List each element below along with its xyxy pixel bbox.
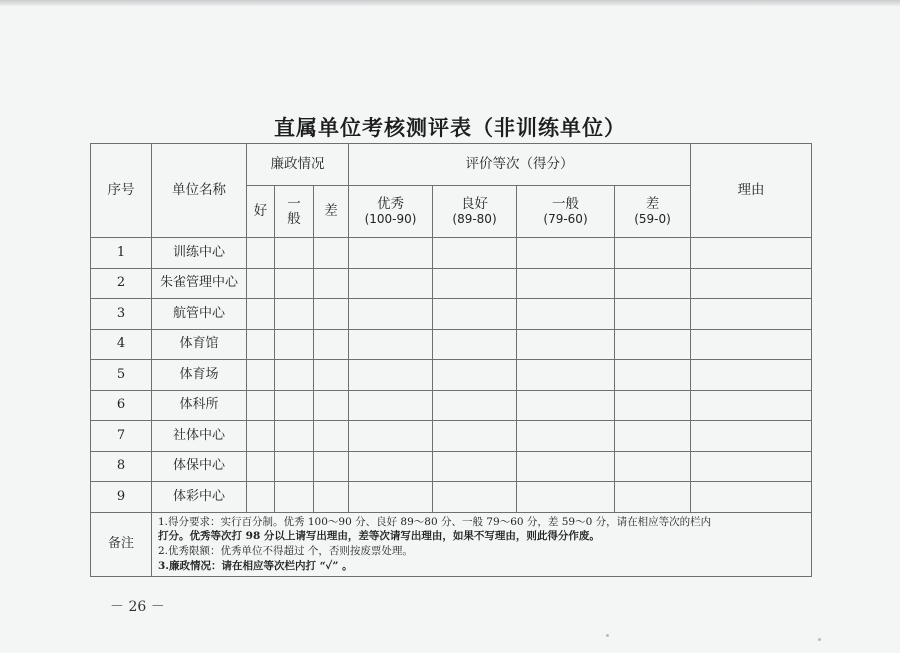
cell-grade-average[interactable] (517, 421, 615, 452)
cell-reason[interactable] (691, 451, 812, 482)
cell-integrity-average[interactable] (275, 421, 314, 452)
note-line: 2.优秀限额：优秀单位不得超过 个，否则按废票处理。 (158, 544, 413, 557)
scan-speck (818, 638, 821, 641)
cell-grade-good[interactable] (433, 268, 517, 299)
grade-label: 一般 (552, 196, 580, 213)
row-unit-name: 体育场 (152, 360, 247, 391)
grade-range: (79-60) (543, 212, 588, 227)
cell-reason[interactable] (691, 268, 812, 299)
cell-integrity-poor[interactable] (314, 360, 349, 391)
cell-grade-excellent[interactable] (349, 268, 433, 299)
cell-grade-poor[interactable] (615, 329, 691, 360)
row-unit-name: 朱雀管理中心 (152, 268, 247, 299)
cell-reason[interactable] (691, 360, 812, 391)
cell-integrity-good[interactable] (247, 360, 275, 391)
cell-integrity-good[interactable] (247, 238, 275, 269)
row-index: 2 (91, 268, 152, 299)
header-unit-name: 单位名称 (152, 144, 247, 238)
cell-integrity-average[interactable] (275, 238, 314, 269)
cell-grade-excellent[interactable] (349, 390, 433, 421)
grade-label: 优秀 (377, 196, 405, 213)
row-unit-name: 社体中心 (152, 421, 247, 452)
cell-grade-poor[interactable] (615, 360, 691, 391)
row-unit-name: 体彩中心 (152, 482, 247, 513)
row-unit-name: 体保中心 (152, 451, 247, 482)
cell-reason[interactable] (691, 329, 812, 360)
cell-grade-excellent[interactable] (349, 451, 433, 482)
cell-integrity-poor[interactable] (314, 268, 349, 299)
cell-grade-excellent[interactable] (349, 482, 433, 513)
header-integrity-average (275, 186, 314, 238)
cell-grade-good[interactable] (433, 482, 517, 513)
cell-grade-average[interactable] (517, 390, 615, 421)
row-unit-name: 体育馆 (152, 329, 247, 360)
row-unit-name: 体科所 (152, 390, 247, 421)
scan-speck (606, 634, 609, 637)
cell-reason[interactable] (691, 482, 812, 513)
cell-reason[interactable] (691, 421, 812, 452)
grade-range: (59-0) (634, 212, 671, 227)
row-index: 4 (91, 329, 152, 360)
cell-integrity-average[interactable] (275, 482, 314, 513)
cell-reason[interactable] (691, 390, 812, 421)
table-row (91, 421, 812, 452)
cell-grade-good[interactable] (433, 329, 517, 360)
cell-grade-poor[interactable] (615, 238, 691, 269)
cell-grade-poor[interactable] (615, 299, 691, 330)
cell-grade-excellent[interactable] (349, 299, 433, 330)
cell-integrity-poor[interactable] (314, 390, 349, 421)
grade-label: 差 (645, 196, 660, 213)
table-row (91, 451, 812, 482)
cell-integrity-average[interactable] (275, 390, 314, 421)
cell-integrity-poor[interactable] (314, 238, 349, 269)
page-title: 直属单位考核测评表（非训练单位） (274, 115, 626, 140)
cell-grade-good[interactable] (433, 451, 517, 482)
table-row (91, 390, 812, 421)
cell-integrity-poor[interactable] (314, 482, 349, 513)
cell-grade-average[interactable] (517, 238, 615, 269)
cell-integrity-good[interactable] (247, 329, 275, 360)
cell-grade-good[interactable] (433, 360, 517, 391)
scan-top-edge (0, 0, 900, 6)
cell-grade-excellent[interactable] (349, 421, 433, 452)
notes-row (91, 512, 812, 576)
header-grade-good (433, 186, 517, 238)
integrity-average-label: 一 般 (287, 196, 301, 227)
cell-integrity-good[interactable] (247, 451, 275, 482)
cell-grade-excellent[interactable] (349, 360, 433, 391)
row-index: 9 (91, 482, 152, 513)
row-unit-name: 航管中心 (152, 299, 247, 330)
note-line: 打分。优秀等次打 98 分以上请写出理由，差等次请写出理由，如果不写理由，则此得分作废。 (158, 530, 600, 543)
cell-integrity-average[interactable] (275, 268, 314, 299)
cell-integrity-average[interactable] (275, 360, 314, 391)
cell-reason[interactable] (691, 238, 812, 269)
cell-integrity-poor[interactable] (314, 299, 349, 330)
header-row-1 (91, 144, 812, 186)
cell-grade-poor[interactable] (615, 451, 691, 482)
evaluation-table (90, 143, 812, 577)
cell-integrity-poor[interactable] (314, 329, 349, 360)
header-grade-excellent (349, 186, 433, 238)
cell-grade-average[interactable] (517, 482, 615, 513)
page-number: － 26 － (110, 599, 165, 615)
grade-range: (100-90) (364, 212, 417, 227)
cell-grade-excellent[interactable] (349, 238, 433, 269)
cell-integrity-average[interactable] (275, 451, 314, 482)
row-index: 3 (91, 299, 152, 330)
notes-label: 备注 (91, 512, 152, 576)
cell-integrity-good[interactable] (247, 299, 275, 330)
cell-grade-poor[interactable] (615, 268, 691, 299)
cell-grade-poor[interactable] (615, 421, 691, 452)
cell-grade-good[interactable] (433, 421, 517, 452)
row-index: 8 (91, 451, 152, 482)
cell-grade-good[interactable] (433, 390, 517, 421)
cell-grade-average[interactable] (517, 360, 615, 391)
cell-grade-average[interactable] (517, 451, 615, 482)
row-index: 1 (91, 238, 152, 269)
header-grade-average (517, 186, 615, 238)
header-integrity-poor: 差 (314, 186, 349, 238)
table-row (91, 238, 812, 269)
cell-grade-poor[interactable] (615, 390, 691, 421)
table-row (91, 482, 812, 513)
cell-grade-average[interactable] (517, 268, 615, 299)
row-unit-name: 训练中心 (152, 238, 247, 269)
cell-reason[interactable] (691, 299, 812, 330)
cell-grade-average[interactable] (517, 329, 615, 360)
header-integrity: 廉政情况 (247, 144, 349, 186)
table-row (91, 360, 812, 391)
cell-integrity-average[interactable] (275, 329, 314, 360)
grade-range: (89-80) (452, 212, 497, 227)
notes-content (152, 512, 812, 576)
cell-grade-excellent[interactable] (349, 329, 433, 360)
header-index: 序号 (91, 144, 152, 238)
note-line: 1.得分要求：实行百分制。优秀 100～90 分、良好 89～80 分、一般 79～60 分，差 59～0 分，请在相应等次的栏内 (158, 515, 712, 528)
grade-label: 良好 (461, 196, 489, 213)
row-index: 6 (91, 390, 152, 421)
cell-integrity-good[interactable] (247, 390, 275, 421)
cell-grade-poor[interactable] (615, 482, 691, 513)
row-index: 7 (91, 421, 152, 452)
note-line: 3.廉政情况：请在相应等次栏内打 “✓” 。 (158, 559, 353, 572)
table-row (91, 268, 812, 299)
cell-integrity-average[interactable] (275, 299, 314, 330)
table-row (91, 329, 812, 360)
header-rating: 评价等次（得分） (349, 144, 691, 186)
cell-grade-good[interactable] (433, 299, 517, 330)
cell-integrity-poor[interactable] (314, 421, 349, 452)
cell-grade-good[interactable] (433, 238, 517, 269)
cell-integrity-good[interactable] (247, 482, 275, 513)
cell-grade-average[interactable] (517, 299, 615, 330)
table-row (91, 299, 812, 330)
cell-integrity-poor[interactable] (314, 451, 349, 482)
header-grade-poor (615, 186, 691, 238)
cell-integrity-good[interactable] (247, 421, 275, 452)
header-reason: 理由 (691, 144, 812, 238)
row-index: 5 (91, 360, 152, 391)
header-integrity-good: 好 (247, 186, 275, 238)
cell-integrity-good[interactable] (247, 268, 275, 299)
